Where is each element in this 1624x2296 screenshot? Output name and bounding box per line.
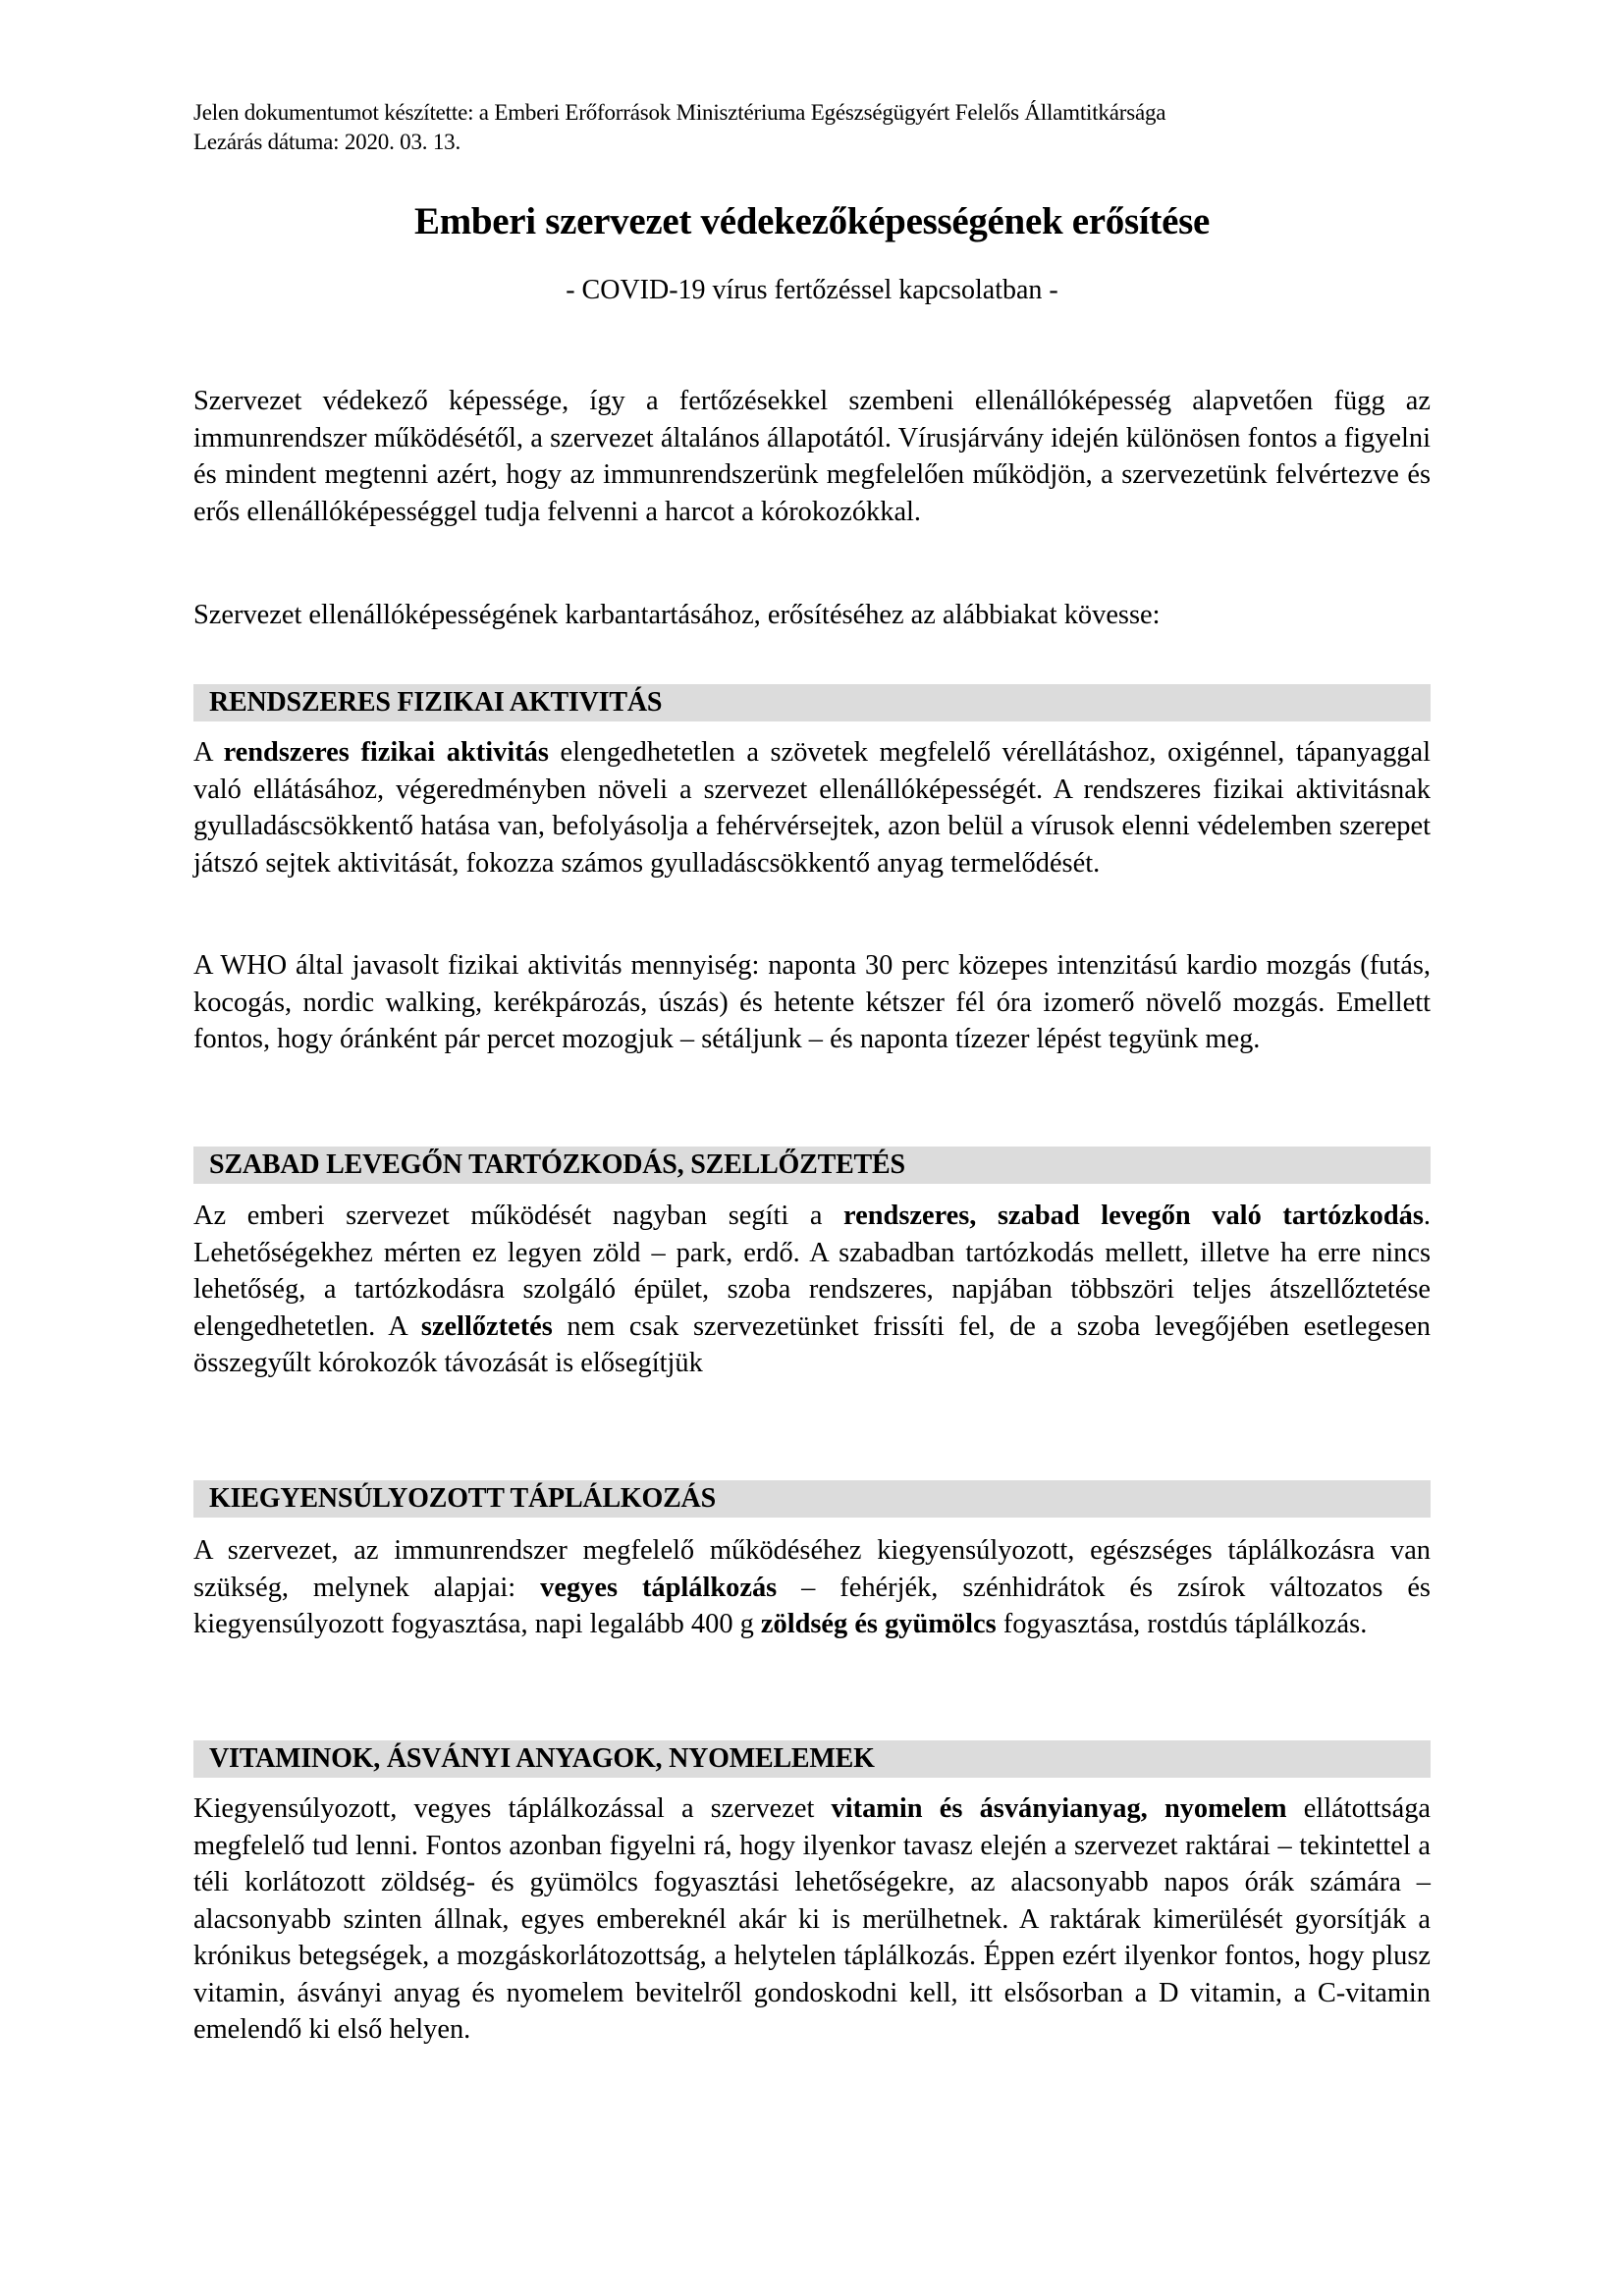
document-title: Emberi szervezet védekezőképességének erősítése <box>413 200 1211 242</box>
section-header-physical-activity: RENDSZERES FIZIKAI AKTIVITÁS <box>193 684 1431 721</box>
emphasis: zöldség és gyümölcs <box>760 1609 997 1639</box>
section-physical-activity-p2: A WHO által javasolt fizikai aktivitás mennyiség: naponta 30 perc közepes intenzitású kardio mozgás (futás, kocogás, nordic walking, kerékpározás, úszás) és hetente kétszer fél óra izomerő növelő mozgás. Emellett fontos, hogy óránként pár percet mozogjuk – sétáljunk – és naponta tízezer lépést tegyünk meg. <box>193 950 1431 1054</box>
prepared-by-line: Jelen dokumentumot készítette: a Emberi Erőforrások Minisztériuma Egészségügyért Felelős Államtitkársága <box>193 100 1166 125</box>
section-fresh-air-p1: Az emberi szervezet működését nagyban segíti a rendszeres, szabad levegőn való tartózkodás. Lehetőségekhez mérten ez legyen zöld – park, erdő. A szabadban tartózkodás mellett, illetve ha erre nincs lehetőség, a tartózkodásra szolgáló épület, szoba rendszeres, napjában többszöri teljes átszellőztetése elengedhetetlen. A szellőztetés nem csak szervezetünket frissíti fel, de a szoba levegőjében esetlegesen összegyűlt kórokozók távozását is elősegítjük <box>193 1201 1432 1378</box>
document-meta <box>193 98 1165 157</box>
section-header-vitamins: VITAMINOK, ÁSVÁNYI ANYAGOK, NYOMELEMEK <box>193 1740 1431 1778</box>
document-subtitle: - COVID-19 vírus fertőzéssel kapcsolatban - <box>566 275 1058 305</box>
section-nutrition-p1: A szervezet, az immunrendszer megfelelő működéséhez kiegyensúlyozott, egészséges táplálkozásra van szükség, melynek alapjai: vegyes táplálkozás – fehérjék, szénhidrátok és zsírok változatos és kiegyensúlyozott fogyasztása, napi legalább 400 g zöldség és gyümölcs fogyasztása, rostdús táplálkozás. <box>193 1535 1431 1639</box>
section-physical-activity-p1: A rendszeres fizikai aktivitás elengedhetetlen a szövetek megfelelő vérellátáshoz, oxigénnel, tápanyaggal való ellátásához, végeredményben növeli a szervezet ellenállóképességét. A rendszeres fizikai aktivitásnak gyulladáscsökkentő hatása van, befolyásolja a fehérvérsejtek, azon belül a vírusok elenni védelemben szerepet játszó sejtek aktivitását, fokozza számos gyulladáscsökkentő anyag termelődését. <box>193 737 1431 879</box>
section-header-nutrition: KIEGYENSÚLYOZOTT TÁPLÁLKOZÁS <box>193 1480 1431 1518</box>
emphasis: szellőztetés <box>420 1310 553 1342</box>
section-header-fresh-air: SZABAD LEVEGŐN TARTÓZKODÁS, SZELLŐZTETÉS <box>193 1147 1431 1184</box>
emphasis: vegyes táplálkozás <box>540 1572 778 1603</box>
intro-paragraph: Szervezet védekező képessége, így a fertőzésekkel szembeni ellenállóképesség alapvetően függ az immunrendszer működésétől, a szervezet általános állapotától. Vírusjárvány idején különösen fontos a figyelni és mindent megtenni azért, hogy az immunrendszerünk megfelelően működjön, a szervezetünk felvértezve és erős ellenállóképességgel tudja felvenni a harcot a kórokozókkal. <box>193 386 1431 527</box>
closing-date-line: Lezárás dátuma: 2020. 03. 13. <box>193 130 461 154</box>
intro-instruction: Szervezet ellenállóképességének karbantartásához, erősítéséhez az alábbiakat kövesse: <box>193 600 1161 630</box>
emphasis: rendszeres fizikai aktivitás <box>223 737 549 768</box>
emphasis: vitamin és ásványianyag, nyomelem <box>831 1793 1287 1824</box>
emphasis: rendszeres, szabad levegőn való tartózkodás <box>843 1201 1424 1231</box>
section-vitamins-p1: Kiegyensúlyozott, vegyes táplálkozással a szervezet vitamin és ásványianyag, nyomelem ellátottsága megfelelő tud lenni. Fontos azonban figyelni rá, hogy ilyenkor tavasz elején a szervezet raktárai – tekintettel a téli korlátozott zöldség- és gyümölcs fogyasztási lehetőségekre, az alacsonyabb napos órák számára – alacsonyabb szinten állnak, egyes embereknél akár ki is merülhetnek. A raktárak kimerülését gyorsítják a krónikus betegségek, a mozgáskorlátozottság, a helytelen táplálkozás. Éppen ezért ilyenkor fontos, hogy plusz vitamin, ásványi anyag és nyomelem bevitelről gondoskodni kell, itt elsősorban a D vitamin, a C-vitamin emelendő ki első helyen. <box>193 1793 1431 2045</box>
